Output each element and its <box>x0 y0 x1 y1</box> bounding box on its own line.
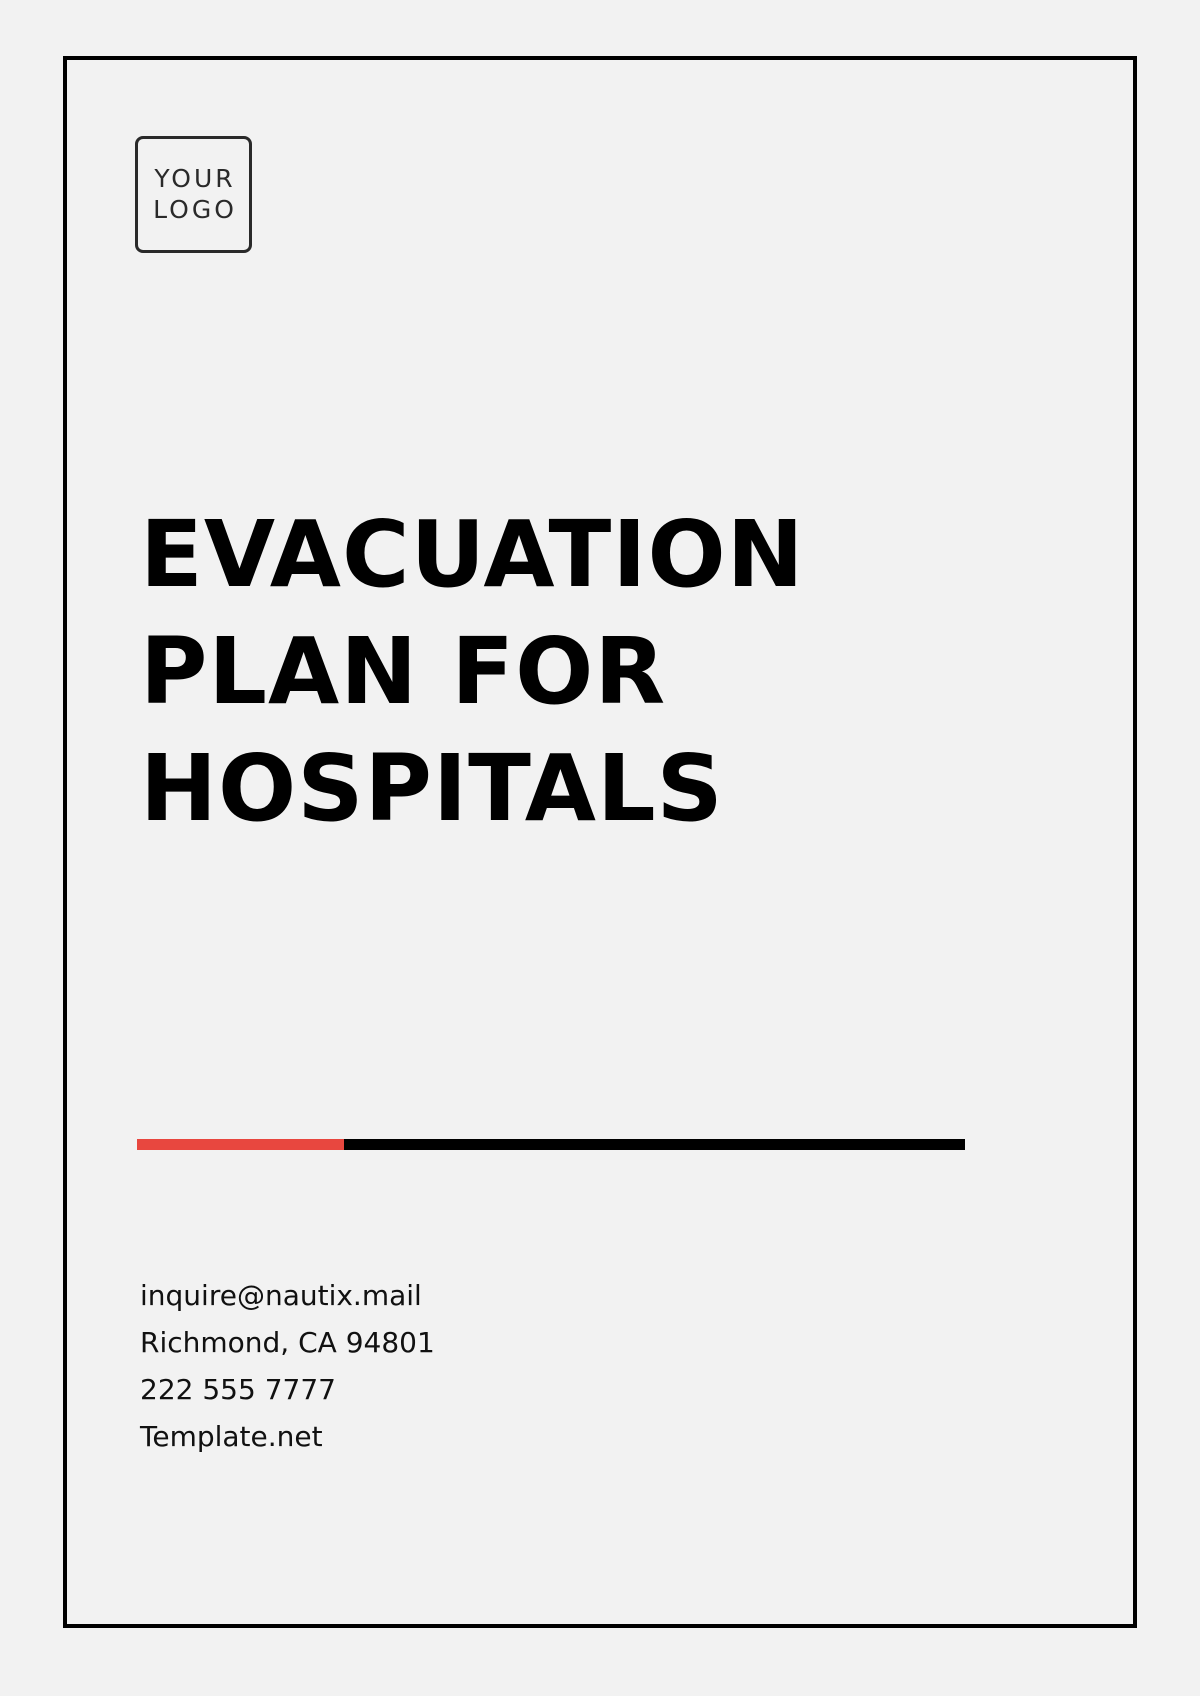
title-line-2: PLAN FOR <box>140 618 667 725</box>
contact-website: Template.net <box>140 1420 323 1453</box>
title-line-3: HOSPITALS <box>140 735 724 842</box>
contact-email: inquire@nautix.mail <box>140 1279 422 1312</box>
logo-text-line-1: YOUR <box>154 164 236 193</box>
document-title <box>140 496 805 847</box>
contact-info <box>140 1272 435 1460</box>
contact-address: Richmond, CA 94801 <box>140 1326 435 1359</box>
title-line-1: EVACUATION <box>140 501 805 608</box>
divider-accent-segment <box>137 1139 344 1150</box>
divider-main-segment <box>344 1139 965 1150</box>
logo-placeholder <box>135 136 252 253</box>
logo-text-line-2: LOGO <box>153 195 237 224</box>
contact-phone: 222 555 7777 <box>140 1373 336 1406</box>
title-divider <box>137 1139 965 1150</box>
